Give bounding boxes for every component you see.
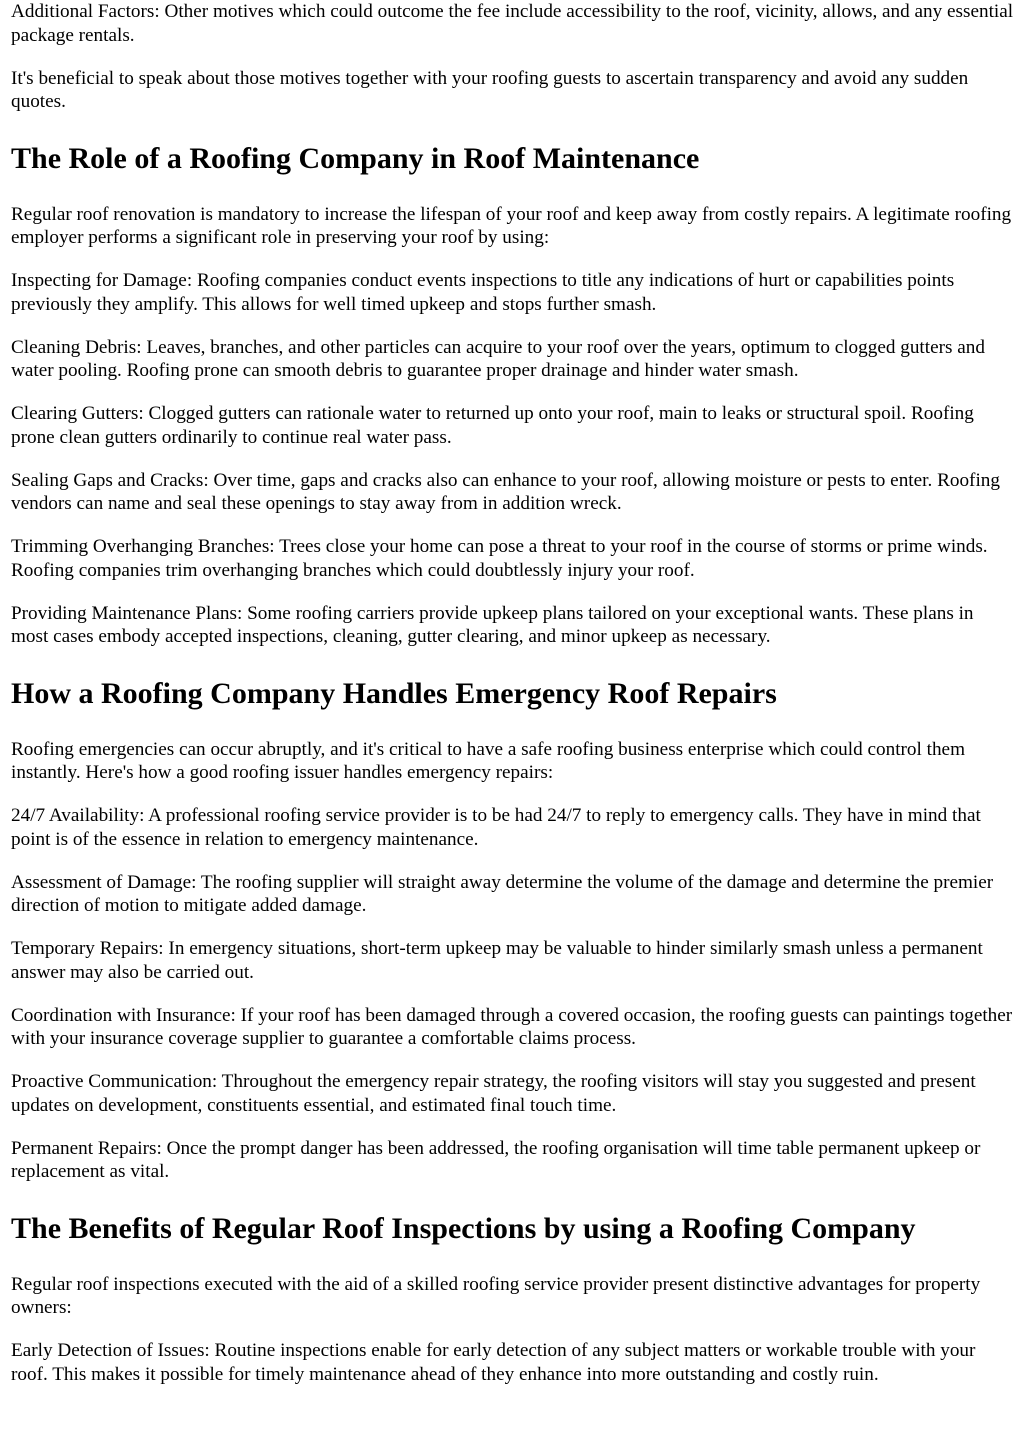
heading-roof-inspections: The Benefits of Regular Roof Inspections by using a Roofing Company [11, 1211, 916, 1245]
intro-paragraph-transparency: It's beneficial to speak about those motives together with your roofing guests to ascertain transparency and avoid any sudden quotes. [11, 67, 969, 112]
paragraph: Inspecting for Damage: Roofing companies conduct events inspections to title any indications of hurt or capabilities points previously they amplify. This allows for well timed upkeep and stops further smash. [11, 270, 955, 315]
paragraph: Clearing Gutters: Clogged gutters can rationale water to returned up onto your roof, main to leaks or structural spoil. Roofing prone clean gutters ordinarily to continue real water pass. [11, 403, 974, 448]
section-roof-maintenance [11, 141, 1014, 649]
section-emergency-repairs [11, 676, 1014, 1184]
paragraph: 24/7 Availability: A professional roofing service provider is to be had 24/7 to reply to emergency calls. They have in mind that point is of the essence in relation to emergency maintenance. [11, 805, 981, 850]
paragraph: Regular roof renovation is mandatory to increase the lifespan of your roof and keep away from costly repairs. A legitimate roofing employer performs a significant role in preserving your roof by using: [11, 203, 1012, 248]
heading-roof-maintenance: The Role of a Roofing Company in Roof Maintenance [11, 141, 700, 175]
heading-emergency-repairs: How a Roofing Company Handles Emergency Roof Repairs [11, 676, 777, 710]
paragraph: Trimming Overhanging Branches: Trees close your home can pose a threat to your roof in the course of storms or prime winds. Roofing companies trim overhanging branches which could doubtlessly injury your roof. [11, 536, 988, 581]
paragraph: Cleaning Debris: Leaves, branches, and other particles can acquire to your roof over the years, optimum to clogged gutters and water pooling. Roofing prone can smooth debris to guarantee proper drainage and hinder water smash. [11, 336, 985, 381]
paragraph: Assessment of Damage: The roofing supplier will straight away determine the volume of the damage and determine the premier direction of motion to mitigate added damage. [11, 871, 994, 916]
intro-paragraph-additional-factors: Additional Factors: Other motives which could outcome the fee include accessibility to the roof, vicinity, allows, and any essential package rentals. [11, 1, 1014, 46]
paragraph: Providing Maintenance Plans: Some roofing carriers provide upkeep plans tailored on your exceptional wants. These plans in most cases embody accepted inspections, cleaning, gutter clearing, and minor upkeep as necessary. [11, 602, 974, 647]
paragraph: Coordination with Insurance: If your roof has been damaged through a covered occasion, the roofing guests can paintings together with your insurance coverage supplier to guarantee a comfortable claims process. [11, 1004, 1013, 1049]
paragraph: Early Detection of Issues: Routine inspections enable for early detection of any subject matters or workable trouble with your roof. This makes it possible for timely maintenance ahead of they enhance into more outstanding and costly ruin. [11, 1340, 976, 1385]
paragraph: Temporary Repairs: In emergency situations, short-term upkeep may be valuable to hinder similarly smash unless a permanent answer may also be carried out. [11, 938, 983, 983]
paragraph: Permanent Repairs: Once the prompt danger has been addressed, the roofing organisation will time table permanent upkeep or replacement as vital. [11, 1137, 981, 1182]
paragraph: Proactive Communication: Throughout the emergency repair strategy, the roofing visitors will stay you suggested and present updates on development, constituents essential, and estimated final touch time. [11, 1071, 976, 1116]
paragraph: Sealing Gaps and Cracks: Over time, gaps and cracks also can enhance to your roof, allowing moisture or pests to enter. Roofing vendors can name and seal these openings to stay away from in addition wreck. [11, 469, 1000, 514]
paragraph: Roofing emergencies can occur abruptly, and it's critical to have a safe roofing business enterprise which could control them instantly. Here's how a good roofing issuer handles emergency repairs: [11, 738, 965, 783]
paragraph: Regular roof inspections executed with the aid of a skilled roofing service provider present distinctive advantages for property owners: [11, 1273, 981, 1318]
section-roof-inspections [11, 1211, 1014, 1387]
